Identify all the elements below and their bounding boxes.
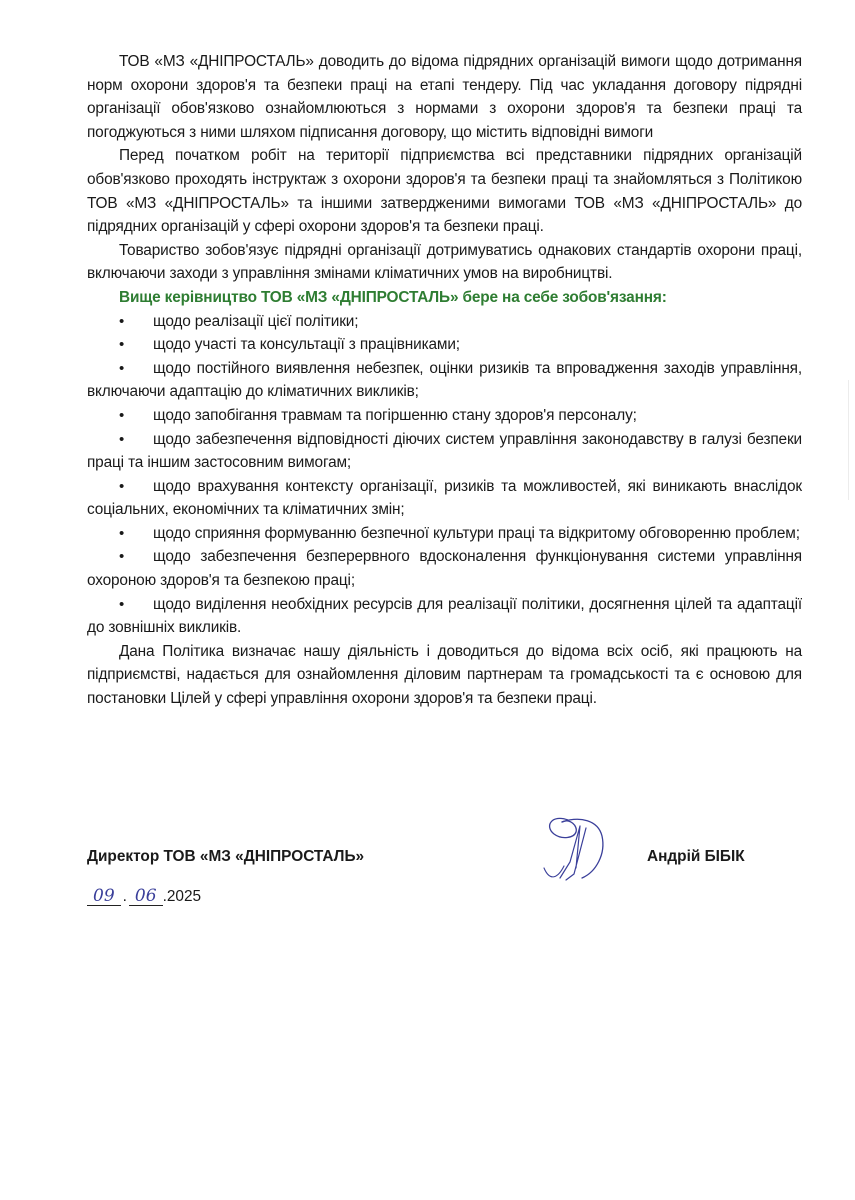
list-item xyxy=(87,357,802,404)
date-year: .2025 xyxy=(162,888,202,905)
list-item-text: щодо виділення необхідних ресурсів для реалізації політики, досягнення цілей та адаптації до зовнішніх викликів. xyxy=(87,595,802,637)
list-item-text: щодо врахування контексту організації, ризиків та можливостей, які виникають внаслідок соціальних, економічних та кліматичних змін; xyxy=(87,477,802,519)
date-day: 09 xyxy=(87,887,121,906)
bullet-icon: • xyxy=(119,524,125,542)
director-title: Директор ТОВ «МЗ «ДНІПРОСТАЛЬ» xyxy=(87,848,365,865)
list-item xyxy=(87,545,802,592)
list-item xyxy=(87,333,802,357)
list-item-text: щодо участі та консультації з працівниками; xyxy=(153,336,460,354)
intro-paragraph-3: Товариство зобов'язує підрядні організації дотримуватись однакових стандартів охорони праці, включаючи заходи з управління змінами кліматичних умов на виробництві. xyxy=(87,241,802,283)
bullet-icon: • xyxy=(119,595,125,613)
list-item xyxy=(87,522,802,546)
document-page xyxy=(87,50,802,711)
list-item xyxy=(87,404,802,428)
commitments-list xyxy=(87,310,802,640)
list-item-text: щодо постійного виявлення небезпек, оцінки ризиків та впровадження заходів управління, включаючи адаптацію до кліматичних викликів; xyxy=(87,359,802,401)
list-item-text: щодо реалізації цієї політики; xyxy=(153,312,359,330)
bullet-icon: • xyxy=(119,312,125,330)
commitments-heading: Вище керівництво ТОВ «МЗ «ДНІПРОСТАЛЬ» бере на себе зобов'язання: xyxy=(119,288,667,306)
signature-block xyxy=(87,848,802,878)
intro-paragraph-2: Перед початком робіт на території підприємства всі представники підрядних організацій обов'язково проходять інструктаж з охорони здоров'я та безпеки праці та знайомляться з Політикою ТОВ «МЗ «ДНІПРОСТАЛЬ» та іншими затвердженими вимогами ТОВ «МЗ «ДНІПРОСТАЛЬ» до підрядних організацій у сфері охорони здоров'я та безпеки праці. xyxy=(87,147,802,236)
list-item-text: щодо сприяння формуванню безпечної культури праці та відкритому обговоренню проблем; xyxy=(153,524,800,542)
bullet-icon: • xyxy=(119,430,125,448)
bullet-icon: • xyxy=(119,359,125,377)
list-item xyxy=(87,310,802,334)
date-separator: . xyxy=(122,888,127,905)
scan-edge-divider xyxy=(848,380,849,500)
list-item xyxy=(87,475,802,522)
date-month: 06 xyxy=(129,887,163,906)
list-item-text: щодо забезпечення відповідності діючих систем управління законодавству в галузі безпеки праці та іншим застосовним вимогам; xyxy=(87,430,802,472)
closing-paragraph: Дана Політика визначає нашу діяльність і доводиться до відома всіх осіб, які працюють на підприємстві, надається для ознайомлення діловим партнерам та громадськості та є основою для постановки Цілей у сфері управління охорони здоров'я та безпеки праці. xyxy=(87,642,802,708)
bullet-icon: • xyxy=(119,406,125,424)
list-item xyxy=(87,428,802,475)
bullet-icon: • xyxy=(119,477,125,495)
date-field xyxy=(87,887,201,911)
intro-paragraph-1: ТОВ «МЗ «ДНІПРОСТАЛЬ» доводить до відома підрядних організацій вимоги щодо дотримання норм охорони здоров'я та безпеки праці на етапі тендеру. Під час укладання договору підрядні організації обов'язково ознайомлюються з нормами з охорони здоров'я та безпеки праці та погоджуються з ними шляхом підписання договору, що містить відповідні вимоги xyxy=(87,53,802,141)
list-item xyxy=(87,593,802,640)
list-item-text: щодо забезпечення безперервного вдосконалення функціонування системи управління охороною здоров'я та безпекою праці; xyxy=(87,548,802,590)
list-item-text: щодо запобігання травмам та погіршенню стану здоров'я персоналу; xyxy=(153,406,637,424)
bullet-icon: • xyxy=(119,336,125,354)
director-name: Андрій БІБІК xyxy=(647,848,745,865)
bullet-icon: • xyxy=(119,548,125,566)
